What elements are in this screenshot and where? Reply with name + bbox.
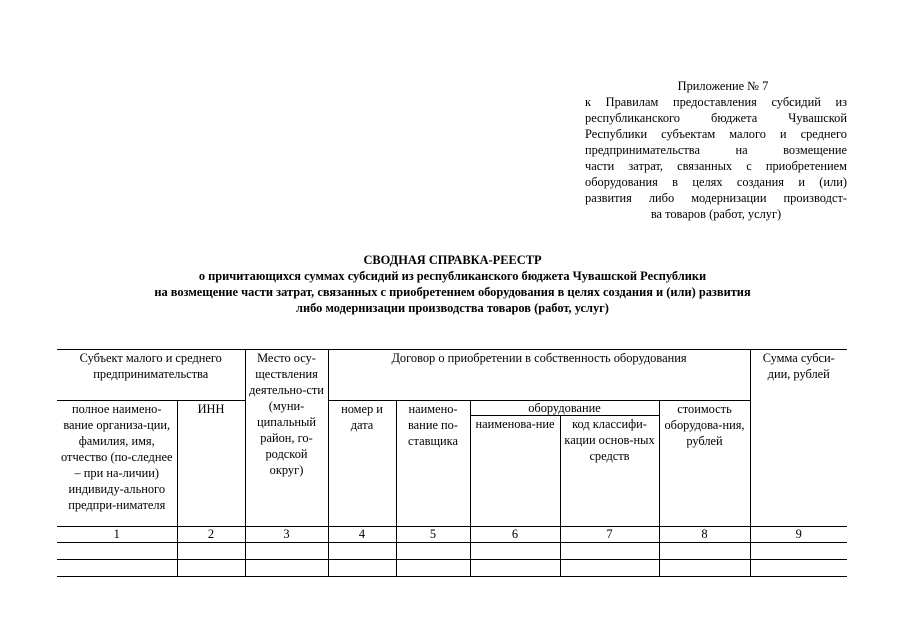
appendix-block <box>585 78 847 222</box>
document-title <box>0 252 905 316</box>
appendix-line: к Правилам предоставления субсидий из <box>585 95 847 109</box>
appendix-line: развития либо модернизации производст- <box>585 191 847 205</box>
title-line: о причитающихся суммах субсидий из республиканского бюджета Чувашской Республики <box>198 269 707 283</box>
header-contract: Договор о приобретении в собственность оборудования <box>328 350 750 401</box>
col-number: 3 <box>245 527 328 543</box>
col-number: 6 <box>470 527 560 543</box>
header-subsidy: Сумма субси-дии, рублей <box>750 350 847 527</box>
col-number: 9 <box>750 527 847 543</box>
col-number: 4 <box>328 527 396 543</box>
title-line: либо модернизации производства товаров (работ, услуг) <box>296 301 609 315</box>
table-row <box>57 560 847 577</box>
appendix-line: предпринимательства на возмещение <box>585 143 847 157</box>
col-number: 8 <box>659 527 750 543</box>
appendix-number: Приложение № 7 <box>677 79 769 93</box>
appendix-line: части затрат, связанных с приобретением <box>585 159 847 173</box>
header-equip-name: наименова-ние <box>470 416 560 527</box>
col-number: 2 <box>177 527 245 543</box>
header-location: Место осу-ществления деятельно-сти (муни-ципальный район, го-родской округ) <box>245 350 328 527</box>
header-cost: стоимость оборудова-ния, рублей <box>659 401 750 527</box>
appendix-line: республиканского бюджета Чувашской <box>585 111 847 125</box>
title-main: СВОДНАЯ СПРАВКА-РЕЕСТР <box>363 253 542 267</box>
header-subject: Субъект малого и среднего предпринимательства <box>57 350 245 401</box>
appendix-line: ва товаров (работ, услуг) <box>650 207 782 221</box>
title-line: на возмещение части затрат, связанных с приобретением оборудования в целях создания и (или) развития <box>154 285 751 299</box>
registry-table <box>57 349 847 577</box>
appendix-line: оборудования в целях создания и (или) <box>585 175 847 189</box>
col-number: 1 <box>57 527 177 543</box>
table-row <box>57 543 847 560</box>
col-number: 7 <box>560 527 659 543</box>
header-class-code: код классифи-кации основ-ных средств <box>560 416 659 527</box>
header-equipment: оборудование <box>470 401 659 416</box>
header-supplier: наимено-вание по-ставщика <box>396 401 470 527</box>
header-full-name: полное наимено-вание организа-ции, фамилия, имя, отчество (по-следнее – при на-личии) индивиду-ального предпри-нимателя <box>57 401 177 527</box>
col-number: 5 <box>396 527 470 543</box>
appendix-line: Республики субъектам малого и среднего <box>585 127 847 141</box>
header-number-date: номер и дата <box>328 401 396 527</box>
header-inn: ИНН <box>177 401 245 527</box>
